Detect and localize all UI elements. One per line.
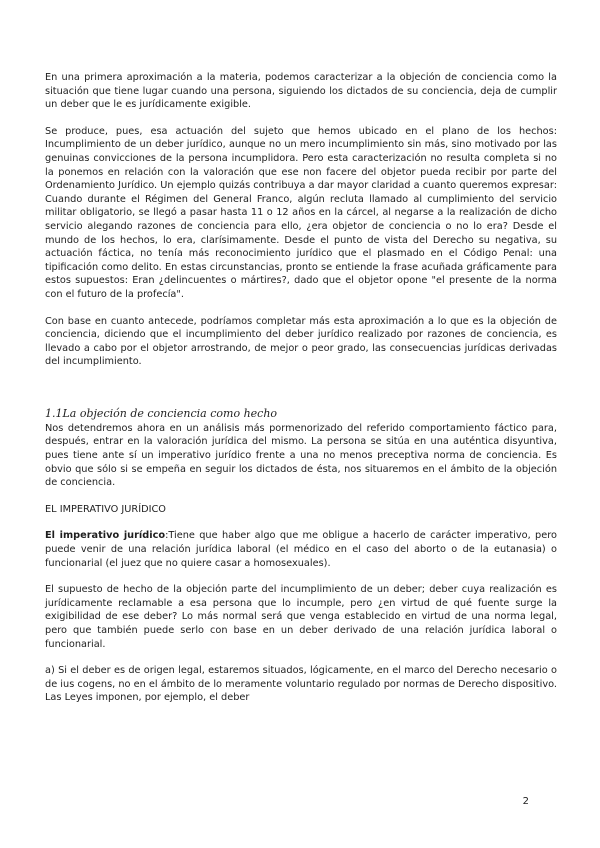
paragraph-aproximacion: Con base en cuanto antecede, podríamos completar más esta aproximación a lo que es la objeción de conciencia, diciendo que el incumplimiento del deber jurídico realizado por razones de conciencia, es llevado a cabo por el objetor arrostrando, de mejor o peor grado, las consecuencias jurídicas derivadas del incumplimiento.: [45, 315, 557, 368]
section-heading: EL IMPERATIVO JURÍDICO: [45, 503, 166, 515]
paragraph-imperativo: [45, 529, 557, 570]
paragraph-origen-legal: a) Si el deber es de origen legal, estaremos situados, lógicamente, en el marco del Derecho necesario o de ius cogens, no en el ámbito de lo meramente voluntario regulado por normas de Derecho dispositivo. Las Leyes imponen, por ejemplo, el deber: [45, 665, 557, 704]
imperativo-lead: El imperativo jurídico: [45, 530, 166, 542]
paragraph-hechos: Se produce, pues, esa actuación del sujeto que hemos ubicado en el plano de los hechos: Incumplimiento de un deber jurídico, aunque no un mero incumplimiento sin más, sino motivado por las genuinas convicciones de la persona incumplidora. Pero esta caracterización no resulta completa si no la ponemos en relación con la valoración que ese non facere del objetor pueda recibir por parte del Ordenamiento Jurídico. Un ejemplo quizás contribuya a dar mayor claridad a cuanto queremos expresar: Cuando durante el Régimen del General Franco, algún recluta llamado al cumplimiento del servicio militar obligatorio, se llegó a pasar hasta 11 o 12 años en la cárcel, al negarse a la realización de dicho servicio alegando razones de conciencia para ello, ¿era objetor de conciencia o no lo era? Desde el mundo de los hechos, lo era, clarísimamente. Desde el punto de vista del Derecho su negativa, su actuación fáctica, no tenía más reconocimiento jurídico que el plasmado en el Código Penal: una tipificación como delito. En estas circunstancias, pronto se entiende la frase acuñada gráficamente para estos supuestos: Eran ¿delincuentes o mártires?, dado que el objetor opone "el presente de la norma con el futuro de la profecía".: [45, 125, 557, 300]
imperativo-text: :Tiene que haber algo que me obligue a hacerlo de carácter imperativo, pero puede venir de una relación jurídica laboral (el médico en el caso del aborto o de la eutanasia) o funcionarial (el juez que no quiere casar a homosexuales).: [45, 530, 557, 569]
page-body: [45, 71, 557, 705]
paragraph-analisis: Nos detendremos ahora en un análisis más pormenorizado del referido comportamiento fáctico para, después, entrar en la valoración jurídica del mismo. La persona se sitúa en una auténtica disyuntiva, pues tiene ante sí un imperativo jurídico frente a una no menos preceptiva norma de conciencia. Es obvio que sólo si se empeña en seguir los dictados de ésta, nos situaremos en el ámbito de la objeción de conciencia.: [45, 422, 557, 489]
paragraph-supuesto: El supuesto de hecho de la objeción parte del incumplimiento de un deber; deber cuya realización es jurídicamente reclamable a esa persona que lo incumple, pero ¿en virtud de qué fuente surge la exigibilidad de ese deber? Lo más normal será que venga establecido en virtud de una norma legal, pero que también puede serlo con base en un deber derivado de una relación jurídica laboral o funcionarial.: [45, 584, 557, 650]
page-number: 2: [522, 796, 529, 807]
section-subheading: 1.1La objeción de conciencia como hecho: [45, 406, 278, 420]
paragraph-intro: En una primera aproximación a la materia, podemos caracterizar a la objeción de conciencia como la situación que tiene lugar cuando una persona, siguiendo los dictados de su conciencia, deja de cumplir un deber que le es jurídicamente exigible.: [45, 72, 557, 111]
